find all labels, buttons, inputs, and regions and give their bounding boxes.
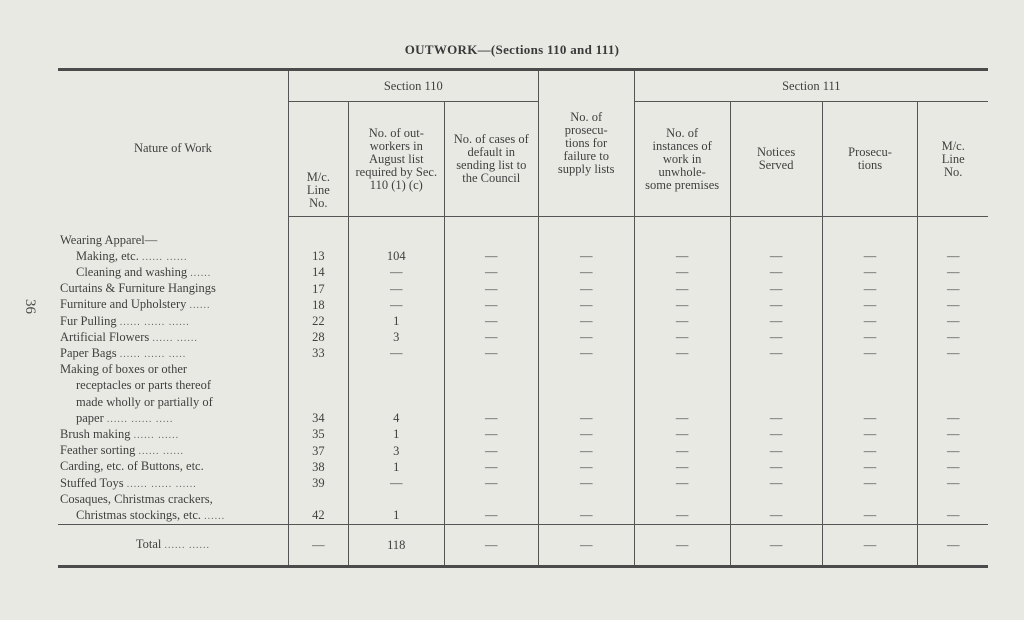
- cell-cases: —: [444, 476, 538, 492]
- cell-line-no: 37: [288, 443, 348, 459]
- dot-leader: ...... ......: [133, 429, 180, 441]
- page-number: 36: [22, 299, 38, 314]
- cell-cases: [444, 378, 538, 394]
- cell-line-no-2: —: [918, 427, 988, 443]
- dot-leader: ...... ...... ......: [119, 316, 190, 328]
- table-row: [58, 378, 988, 394]
- nature-of-work: Artificial Flowers: [60, 329, 150, 344]
- cell-prosecutions-failure: —: [538, 314, 634, 330]
- cell-outworkers: [348, 378, 444, 394]
- dot-leader: ......: [189, 300, 211, 312]
- work-cell: [58, 508, 288, 525]
- cell-instances: —: [634, 346, 730, 362]
- table-row: [58, 314, 988, 330]
- work-cell: [58, 314, 288, 330]
- cell-prosecutions-failure: —: [538, 476, 634, 492]
- cell-cases: —: [444, 346, 538, 362]
- table-row: [58, 476, 988, 492]
- cell-instances: [634, 378, 730, 394]
- nature-of-work: Cleaning and washing: [76, 264, 188, 279]
- cell-prosecutions: —: [822, 281, 918, 297]
- cell-outworkers: [348, 492, 444, 508]
- cell-line-no-2: [918, 217, 988, 249]
- cell-cases: —: [444, 411, 538, 427]
- cell-prosecutions: —: [822, 297, 918, 313]
- header-mc-line-no-2: M/c. Line No.: [918, 102, 988, 217]
- table-row: [58, 427, 988, 443]
- cell-outworkers: [348, 362, 444, 378]
- work-cell: [58, 427, 288, 443]
- cell-line-no: 14: [288, 265, 348, 281]
- cell-line-no-2: —: [918, 297, 988, 313]
- header-section-111: Section 111: [634, 71, 988, 102]
- cell-cases: —: [444, 249, 538, 265]
- cell-notices: —: [730, 249, 822, 265]
- cell-line-no-2: [918, 362, 988, 378]
- cell-notices: —: [730, 265, 822, 281]
- cell-instances: —: [634, 443, 730, 459]
- cell-instances: —: [634, 281, 730, 297]
- cell-line-no: [288, 217, 348, 249]
- cell-cases: [444, 492, 538, 508]
- cell-prosecutions: —: [822, 508, 918, 525]
- cell-line-no-2: —: [918, 411, 988, 427]
- cell-line-no-2: [918, 378, 988, 394]
- cell-notices: [730, 492, 822, 508]
- table-row: [58, 459, 988, 475]
- cell-instances: —: [634, 508, 730, 525]
- work-cell: [58, 378, 288, 394]
- cell-notices: —: [730, 330, 822, 346]
- dot-leader: ...... ......: [152, 332, 198, 344]
- cell-outworkers: —: [348, 297, 444, 313]
- cell-prosecutions-failure: —: [538, 427, 634, 443]
- cell-prosecutions-failure: [538, 395, 634, 411]
- cell-notices: —: [730, 476, 822, 492]
- cell-instances: —: [634, 427, 730, 443]
- header-cases-default: No. of cases of default in sending list to the Council: [444, 102, 538, 217]
- cell-prosecutions-failure: —: [538, 297, 634, 313]
- cell-outworkers: 3: [348, 443, 444, 459]
- cell-notices: —: [730, 314, 822, 330]
- cell-outworkers: —: [348, 476, 444, 492]
- cell-outworkers: 1: [348, 314, 444, 330]
- work-cell: [58, 395, 288, 411]
- cell-notices: [730, 395, 822, 411]
- cell-prosecutions-failure: —: [538, 265, 634, 281]
- work-cell: [58, 459, 288, 475]
- cell-line-no: 13: [288, 249, 348, 265]
- cell-line-no: [288, 492, 348, 508]
- table-row: [58, 443, 988, 459]
- cell-cases: —: [444, 297, 538, 313]
- cell-notices: —: [730, 281, 822, 297]
- cell-prosecutions-failure: —: [538, 411, 634, 427]
- total-prosecutions-failure: —: [538, 525, 634, 567]
- outwork-table: [58, 68, 988, 568]
- cell-outworkers: [348, 217, 444, 249]
- cell-line-no-2: [918, 395, 988, 411]
- cell-line-no-2: —: [918, 346, 988, 362]
- table-row: [58, 281, 988, 297]
- cell-outworkers: 1: [348, 508, 444, 525]
- cell-instances: —: [634, 330, 730, 346]
- cell-outworkers: —: [348, 281, 444, 297]
- cell-line-no-2: —: [918, 443, 988, 459]
- table-row: [58, 265, 988, 281]
- cell-cases: —: [444, 330, 538, 346]
- cell-notices: —: [730, 459, 822, 475]
- cell-instances: —: [634, 265, 730, 281]
- work-cell: [58, 492, 288, 508]
- cell-line-no-2: [918, 492, 988, 508]
- cell-notices: [730, 362, 822, 378]
- cell-prosecutions: —: [822, 427, 918, 443]
- cell-line-no-2: —: [918, 459, 988, 475]
- total-line-no-2: —: [918, 525, 988, 567]
- work-cell: [58, 346, 288, 362]
- work-cell: [58, 297, 288, 313]
- cell-prosecutions: —: [822, 411, 918, 427]
- cell-notices: [730, 378, 822, 394]
- table-row: [58, 492, 988, 508]
- table-row: [58, 217, 988, 249]
- work-cell: [58, 265, 288, 281]
- cell-cases: —: [444, 281, 538, 297]
- cell-prosecutions: [822, 217, 918, 249]
- work-cell: [58, 249, 288, 265]
- cell-prosecutions-failure: —: [538, 459, 634, 475]
- cell-prosecutions: —: [822, 346, 918, 362]
- total-label-cell: [58, 525, 288, 567]
- cell-line-no-2: —: [918, 281, 988, 297]
- table-row: [58, 330, 988, 346]
- cell-prosecutions: —: [822, 265, 918, 281]
- table-row: [58, 346, 988, 362]
- total-row: [58, 525, 988, 567]
- table-row: [58, 362, 988, 378]
- total-leader: ...... ......: [164, 540, 210, 552]
- cell-line-no-2: —: [918, 508, 988, 525]
- cell-cases: [444, 217, 538, 249]
- cell-cases: —: [444, 508, 538, 525]
- cell-prosecutions-failure: —: [538, 508, 634, 525]
- cell-prosecutions: —: [822, 459, 918, 475]
- nature-of-work: paper: [76, 410, 104, 425]
- cell-outworkers: 3: [348, 330, 444, 346]
- work-cell: [58, 362, 288, 378]
- header-prosecutions-failure: No. of prosecu- tions for failure to supply lists: [538, 71, 634, 217]
- total-line-no: —: [288, 525, 348, 567]
- cell-instances: [634, 217, 730, 249]
- cell-prosecutions-failure: —: [538, 443, 634, 459]
- cell-line-no-2: —: [918, 476, 988, 492]
- cell-instances: [634, 362, 730, 378]
- cell-prosecutions: —: [822, 314, 918, 330]
- cell-line-no: [288, 395, 348, 411]
- cell-prosecutions-failure: —: [538, 330, 634, 346]
- nature-of-work: Cosaques, Christmas crackers,: [60, 491, 213, 506]
- dot-leader: ...... ......: [141, 251, 188, 263]
- cell-outworkers: [348, 395, 444, 411]
- cell-prosecutions: [822, 395, 918, 411]
- total-outworkers: 118: [348, 525, 444, 567]
- cell-prosecutions: [822, 378, 918, 394]
- cell-notices: [730, 217, 822, 249]
- nature-of-work: Brush making: [60, 426, 131, 441]
- nature-of-work: Wearing Apparel—: [60, 232, 158, 247]
- cell-line-no: 17: [288, 281, 348, 297]
- cell-cases: [444, 362, 538, 378]
- cell-prosecutions-failure: [538, 217, 634, 249]
- nature-of-work: Feather sorting: [60, 443, 136, 458]
- cell-prosecutions: —: [822, 476, 918, 492]
- work-cell: [58, 330, 288, 346]
- cell-prosecutions-failure: —: [538, 346, 634, 362]
- header-section-110: Section 110: [288, 71, 538, 102]
- work-cell: [58, 443, 288, 459]
- cell-prosecutions-failure: [538, 378, 634, 394]
- cell-line-no: 42: [288, 508, 348, 525]
- work-cell: [58, 281, 288, 297]
- dot-leader: ......: [190, 267, 212, 279]
- cell-line-no: 22: [288, 314, 348, 330]
- dot-leader: ......: [204, 510, 226, 522]
- cell-prosecutions: —: [822, 443, 918, 459]
- nature-of-work: made wholly or partially of: [76, 394, 213, 409]
- cell-outworkers: 104: [348, 249, 444, 265]
- nature-of-work: receptacles or parts thereof: [76, 378, 211, 393]
- cell-prosecutions: —: [822, 330, 918, 346]
- total-cases: —: [444, 525, 538, 567]
- cell-notices: —: [730, 443, 822, 459]
- table-row: [58, 395, 988, 411]
- cell-notices: —: [730, 346, 822, 362]
- nature-of-work: Making, etc.: [76, 248, 139, 263]
- cell-outworkers: —: [348, 265, 444, 281]
- cell-line-no: 38: [288, 459, 348, 475]
- cell-notices: —: [730, 411, 822, 427]
- cell-line-no: 35: [288, 427, 348, 443]
- cell-outworkers: 1: [348, 459, 444, 475]
- cell-line-no: [288, 362, 348, 378]
- cell-notices: —: [730, 427, 822, 443]
- nature-of-work: Fur Pulling: [60, 313, 117, 328]
- cell-prosecutions-failure: —: [538, 249, 634, 265]
- nature-of-work: Carding, etc. of Buttons, etc.: [60, 459, 204, 474]
- cell-line-no: 28: [288, 330, 348, 346]
- nature-of-work: Curtains & Furniture Hangings: [60, 281, 216, 296]
- cell-line-no-2: —: [918, 330, 988, 346]
- cell-cases: —: [444, 443, 538, 459]
- cell-prosecutions: —: [822, 249, 918, 265]
- cell-instances: —: [634, 411, 730, 427]
- cell-instances: —: [634, 249, 730, 265]
- cell-cases: —: [444, 427, 538, 443]
- total-prosecutions: —: [822, 525, 918, 567]
- cell-outworkers: —: [348, 346, 444, 362]
- cell-instances: —: [634, 297, 730, 313]
- cell-prosecutions-failure: —: [538, 281, 634, 297]
- cell-prosecutions: [822, 362, 918, 378]
- work-cell: [58, 411, 288, 427]
- cell-cases: [444, 395, 538, 411]
- header-prosecutions: Prosecu- tions: [822, 102, 918, 217]
- header-nature-of-work: Nature of Work: [133, 141, 212, 156]
- nature-of-work: Christmas stockings, etc.: [76, 507, 201, 522]
- cell-line-no: 18: [288, 297, 348, 313]
- work-cell: [58, 217, 288, 249]
- nature-of-work: Stuffed Toys: [60, 475, 124, 490]
- cell-line-no-2: —: [918, 249, 988, 265]
- dot-leader: ...... ......: [138, 446, 184, 458]
- table-row: [58, 508, 988, 525]
- table-row: [58, 249, 988, 265]
- cell-instances: —: [634, 476, 730, 492]
- cell-cases: —: [444, 265, 538, 281]
- dot-leader: ...... ...... ......: [126, 478, 197, 490]
- cell-prosecutions-failure: [538, 362, 634, 378]
- cell-line-no-2: —: [918, 314, 988, 330]
- dot-leader: ...... ...... .....: [106, 413, 174, 425]
- header-mc-line-no: M/c. Line No.: [288, 102, 348, 217]
- work-cell: [58, 476, 288, 492]
- cell-instances: —: [634, 314, 730, 330]
- cell-line-no: 39: [288, 476, 348, 492]
- cell-cases: —: [444, 314, 538, 330]
- total-notices: —: [730, 525, 822, 567]
- table-row: [58, 297, 988, 313]
- cell-line-no: [288, 378, 348, 394]
- header-instances-unwholesome: No. of instances of work in unwhole- some premises: [634, 102, 730, 217]
- cell-instances: [634, 492, 730, 508]
- nature-of-work: Furniture and Upholstery: [60, 297, 187, 312]
- cell-line-no-2: —: [918, 265, 988, 281]
- page-title: OUTWORK—(Sections 110 and 111): [404, 42, 620, 57]
- header-notices-served: Notices Served: [730, 102, 822, 217]
- dot-leader: ...... ...... .....: [119, 348, 187, 360]
- cell-cases: —: [444, 459, 538, 475]
- cell-outworkers: 4: [348, 411, 444, 427]
- cell-prosecutions: [822, 492, 918, 508]
- cell-line-no: 33: [288, 346, 348, 362]
- cell-instances: [634, 395, 730, 411]
- cell-notices: —: [730, 297, 822, 313]
- table-row: [58, 411, 988, 427]
- cell-prosecutions-failure: [538, 492, 634, 508]
- cell-line-no: 34: [288, 411, 348, 427]
- nature-of-work: Making of boxes or other: [60, 362, 188, 377]
- header-out-workers: No. of out-workers in August list required by Sec. 110 (1) (c): [348, 102, 444, 217]
- cell-instances: —: [634, 459, 730, 475]
- cell-outworkers: 1: [348, 427, 444, 443]
- total-label: Total: [135, 537, 162, 552]
- total-instances: —: [634, 525, 730, 567]
- nature-of-work: Paper Bags: [60, 345, 117, 360]
- cell-notices: —: [730, 508, 822, 525]
